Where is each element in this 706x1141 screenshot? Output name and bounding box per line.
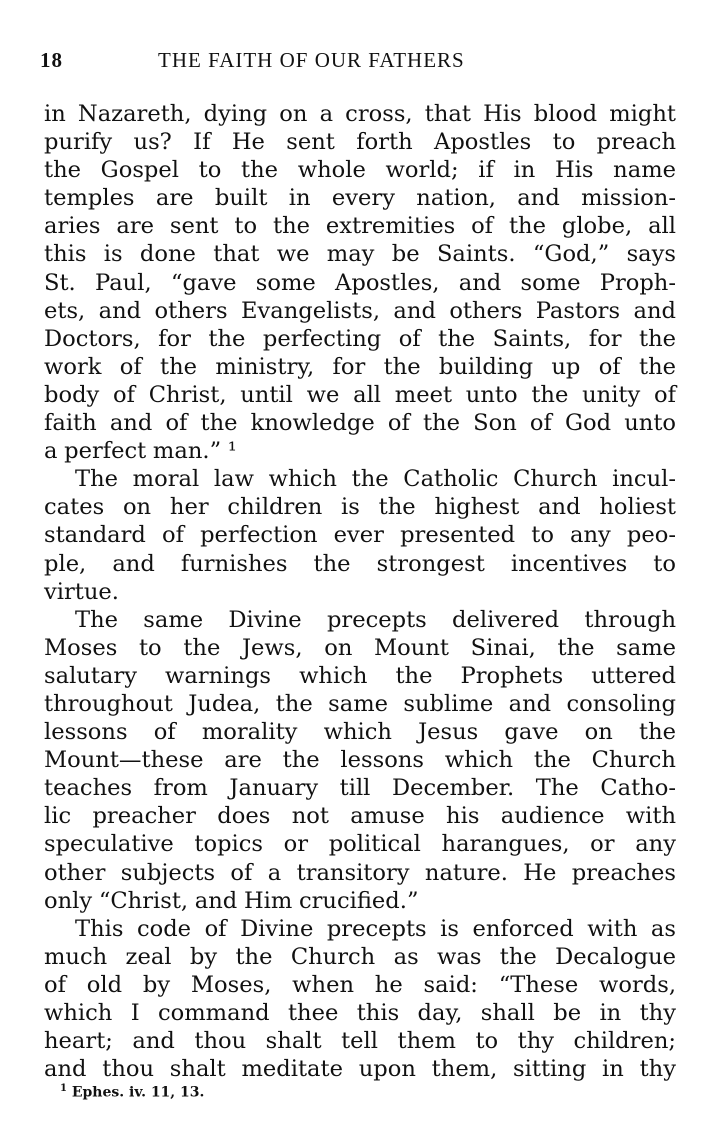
- page-number: 18: [40, 48, 63, 72]
- text-line: lic preacher does not amuse his audience with: [44, 803, 676, 830]
- text-line: throughout Judea, the same sublime and consoling: [44, 690, 676, 717]
- text-line: work of the ministry, for the building up of the: [44, 353, 676, 380]
- text-line: ple, and furnishes the strongest incentives to: [44, 550, 676, 577]
- text-line: teaches from January till December. The Catho-: [44, 775, 676, 802]
- text-line: speculative topics or political harangues, or any: [44, 831, 676, 858]
- text-line: purify us? If He sent forth Apostles to preach: [44, 129, 676, 156]
- text-line: in Nazareth, dying on a cross, that His blood might: [44, 101, 676, 127]
- text-line: St. Paul, “gave some Apostles, and some Proph-: [44, 269, 676, 296]
- text-line: heart; and thou shalt tell them to thy children;: [44, 1028, 676, 1055]
- text-line: lessons of morality which Jesus gave on the: [44, 719, 676, 746]
- text-line: salutary warnings which the Prophets uttered: [44, 662, 676, 689]
- footnote: [60, 1083, 204, 1101]
- body-text: [44, 100, 676, 1083]
- text-line: which I command thee this day, shall be in thy: [44, 1000, 676, 1026]
- text-line: faith and of the knowledge of the Son of God unto: [44, 410, 676, 437]
- running-title: THE FAITH OF OUR FATHERS: [158, 48, 465, 72]
- paragraph-start-line: The same Divine precepts delivered through: [75, 606, 676, 633]
- text-line: a perfect man.” ¹: [44, 438, 237, 465]
- footnote-text: Ephes. iv. 11, 13.: [71, 1084, 205, 1101]
- text-line: Moses to the Jews, on Mount Sinai, the same: [44, 634, 676, 661]
- text-line: other subjects of a transitory nature. He preaches: [44, 859, 676, 886]
- text-line: this is done that we may be Saints. “God,” says: [44, 241, 676, 268]
- running-head: [40, 48, 680, 78]
- text-line: and thou shalt meditate upon them, sitting in thy: [44, 1056, 676, 1083]
- text-line: standard of perfection ever presented to any peo-: [44, 522, 676, 549]
- text-line: only “Christ, and Him crucified.”: [44, 887, 419, 914]
- text-line: aries are sent to the extremities of the globe, all: [44, 213, 676, 240]
- text-line: cates on her children is the highest and holiest: [44, 494, 676, 521]
- text-line: body of Christ, until we all meet unto the unity of: [44, 381, 676, 408]
- text-line: ets, and others Evangelists, and others Pastors and: [44, 297, 676, 324]
- text-line: virtue.: [44, 578, 119, 605]
- text-line: temples are built in every nation, and mission-: [44, 185, 676, 212]
- paragraph-start-line: The moral law which the Catholic Church incul-: [75, 466, 676, 493]
- footnote-marker: 1: [60, 1083, 67, 1094]
- text-line: Mount—these are the lessons which the Church: [44, 747, 676, 774]
- text-line: the Gospel to the whole world; if in His name: [44, 157, 676, 184]
- text-line: Doctors, for the perfecting of the Saints, for the: [44, 325, 676, 352]
- text-line: much zeal by the Church as was the Decalogue: [44, 943, 676, 970]
- paragraph-start-line: This code of Divine precepts is enforced with as: [75, 915, 676, 942]
- text-line: of old by Moses, when he said: “These words,: [44, 971, 676, 998]
